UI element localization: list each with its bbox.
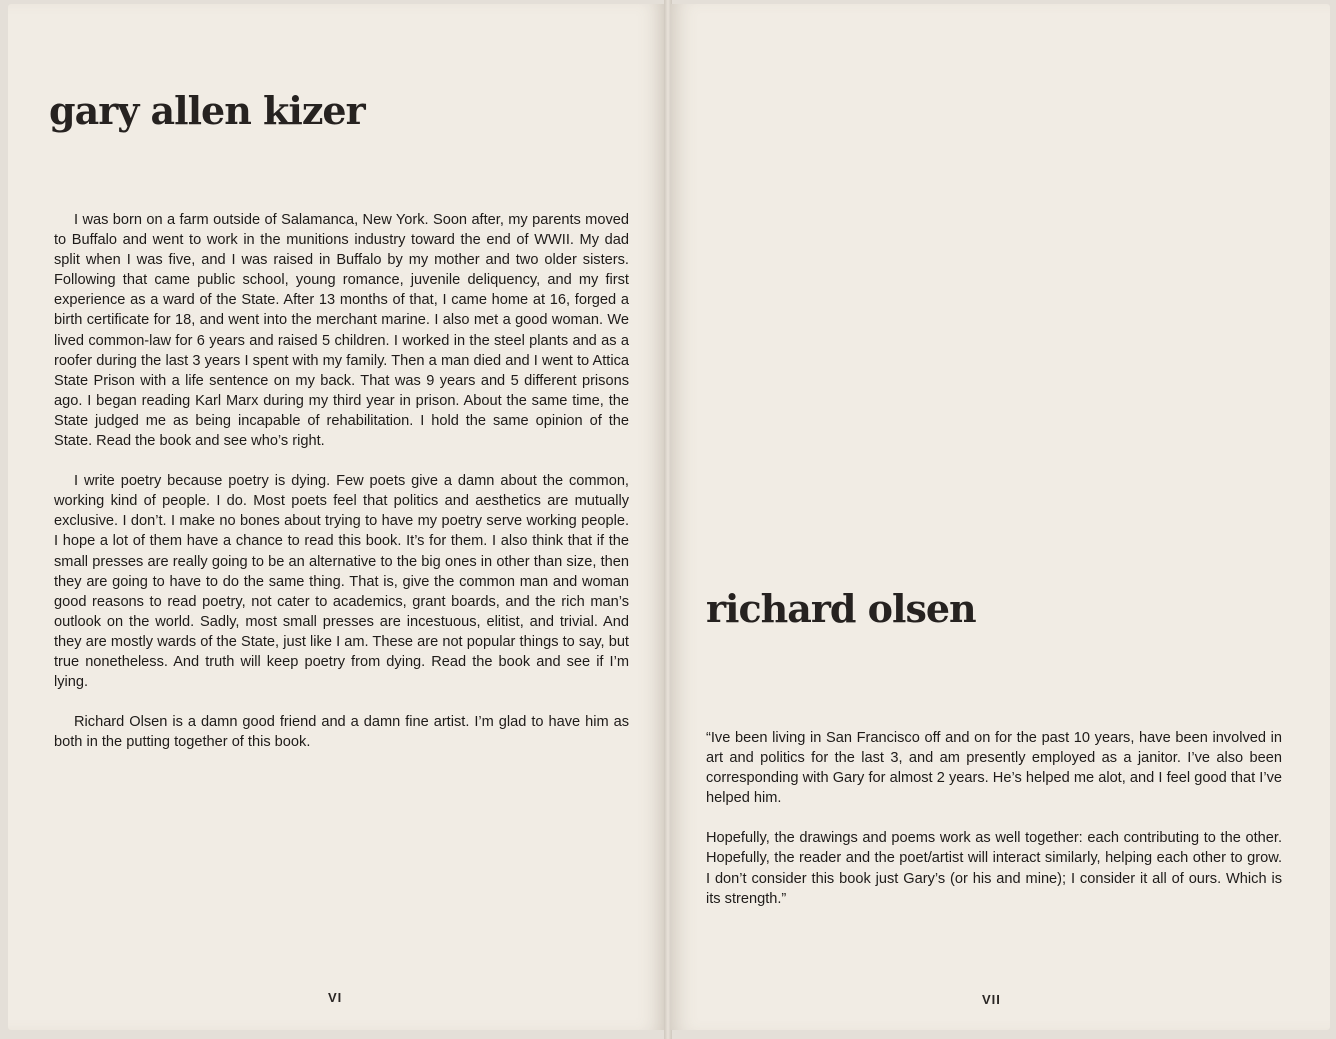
page-heading-gary-allen-kizer: gary allen kizer <box>49 88 365 133</box>
paragraph-poetry: I write poetry because poetry is dying. Few poets give a damn about the common, working kind of people. I do. Most poets feel that politics and aesthetics are mutually exclusive. I don’t. I make no bones about trying to have my poetry serve working people. I hope a lot of them have a chance to read this book. It’s for them. I also think that if the small presses are really going to be an alternative to the big ones in other than size, then they are going to have to do the same thing. That is, give the common man and woman good reasons to read poetry, not cater to academics, grant boards, and the rich man’s outlook on the world. Sadly, most small presses are incestuous, elitist, and trivial. And they are mostly wards of the State, just like I am. These are not popular things to say, but true nonetheless. And truth will keep poetry from dying. Read the book and see if I’m lying. <box>54 473 629 691</box>
page-number-left: VI <box>328 990 343 1005</box>
page-number-right: VII <box>982 992 1001 1007</box>
page-heading-richard-olsen: richard olsen <box>706 586 976 631</box>
paragraph-hope: Hopefully, the drawings and poems work as well together: each contributing to the other. Hopefully, the reader and the poet/artist will interact similarly, helping each other to grow. I don’t consider this book just Gary’s (or his and mine); I consider it all of ours. Which is its strength.” <box>706 830 1282 907</box>
right-page <box>670 4 1330 1030</box>
right-page-body <box>706 728 1282 929</box>
paragraph-biography: I was born on a farm outside of Salamanca, New York. Soon after, my parents moved to Buffalo and went to work in the munitions industry toward the end of WWII. My dad split when I was five, and I was raised in Buffalo by my mother and two older sisters. Following that came public school, young romance, juvenile deliquency, and my first experience as a ward of the State. After 13 months of that, I came home at 16, forged a birth certificate for 18, and went into the merchant marine. I also met a good woman. We lived common-law for 6 years and raised 5 children. I worked in the steel plants and as a roofer during the last 3 years I spent with my family. Then a man died and I went to Attica State Prison with a life sentence on my back. That was 9 years and 5 different prisons ago. I began reading Karl Marx during my third year in prison. About the same time, the State judged me as being incapable of rehabilitation. I hold the same opinion of the State. Read the book and see who’s right. <box>54 212 629 450</box>
paragraph-statement: “Ive been living in San Francisco off and on for the past 10 years, have been involved in art and politics for the last 3, and am presently employed as a janitor. I’ve also been corresponding with Gary for almost 2 years. He’s helped me alot, and I feel good that I’ve helped him. <box>706 730 1282 807</box>
paragraph-acknowledgement: Richard Olsen is a damn good friend and a damn fine artist. I’m glad to have him as both in the putting together of this book. <box>54 714 629 751</box>
left-page <box>8 4 666 1030</box>
left-page-body <box>54 210 629 772</box>
